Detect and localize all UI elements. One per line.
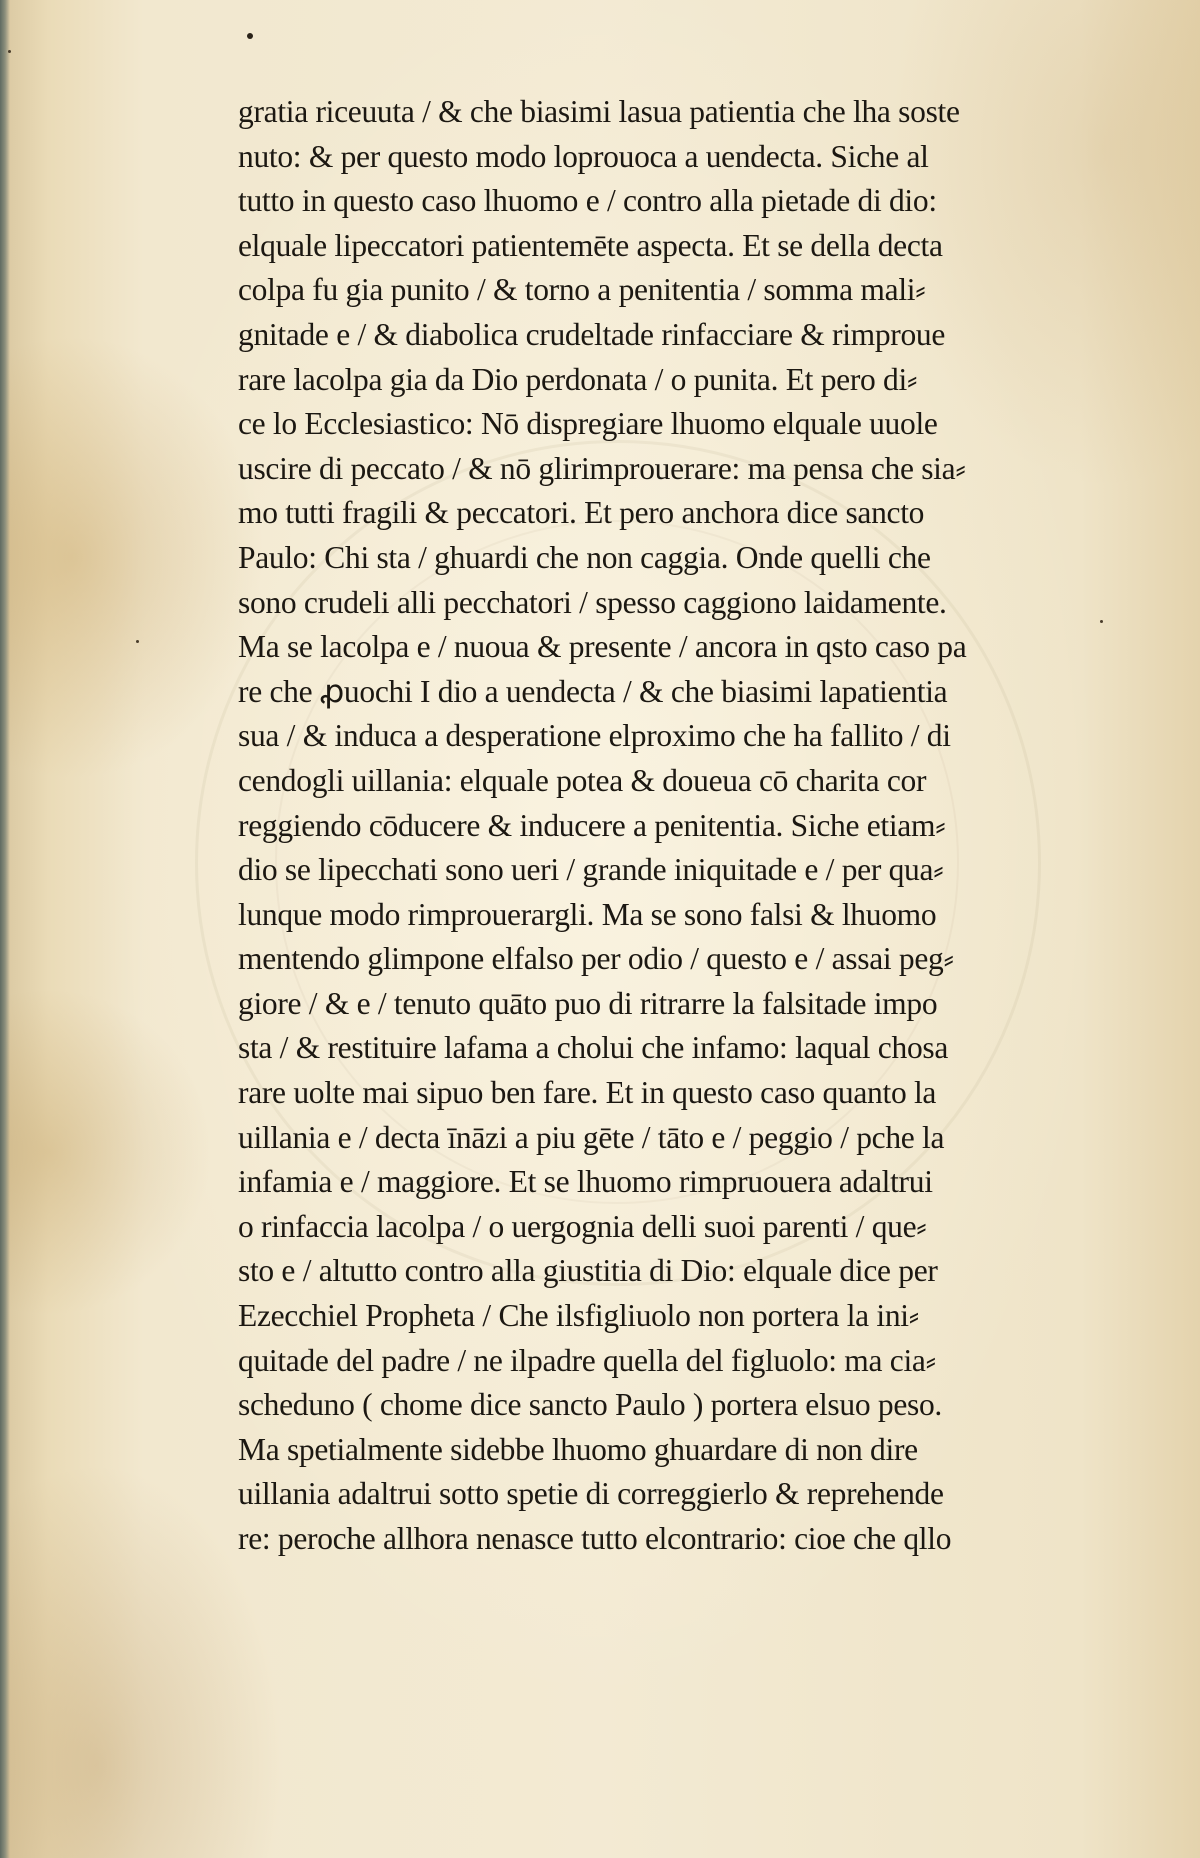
text-line: Paulo: Chi sta / ghuardi che non caggia. Onde quelli che bbox=[238, 539, 931, 575]
text-line: cendogli uillania: elquale potea & doueua cō charita cor bbox=[238, 762, 927, 798]
text-line: o rinfaccia lacolpa / o uergognia delli suoi parenti / que⸗ bbox=[238, 1208, 927, 1244]
ink-speck bbox=[8, 50, 11, 53]
text-line: uillania e / decta īnāzi a piu gēte / tāto e / peggio / pche la bbox=[238, 1119, 945, 1155]
text-line: dio se lipecchati sono ueri / grande iniquitade e / per qua⸗ bbox=[238, 852, 944, 888]
text-line: ce lo Ecclesiastico: Nō dispregiare lhuomo elquale uuole bbox=[238, 406, 938, 442]
ink-speck bbox=[136, 640, 139, 643]
text-line: sta / & restituire lafama a cholui che infamo: laqual chosa bbox=[238, 1030, 949, 1066]
text-line: re che ꝓuochi I dio a uendecta / & che biasimi lapatientia bbox=[238, 673, 948, 709]
text-line: uillania adaltrui sotto spetie di correggierlo & reprehende bbox=[238, 1476, 944, 1512]
text-line: rare uolte mai sipuo ben fare. Et in questo caso quanto la bbox=[238, 1075, 937, 1111]
ink-dot bbox=[247, 33, 253, 39]
text-line: mo tutti fragili & peccatori. Et pero anchora dice sancto bbox=[238, 495, 925, 531]
binding-edge bbox=[0, 0, 10, 1858]
text-line: mentendo glimpone elfalso per odio / questo e / assai peg⸗ bbox=[238, 941, 954, 977]
text-line: Ma spetialmente sidebbe lhuomo ghuardare di non dire bbox=[238, 1431, 918, 1467]
text-line: rare lacolpa gia da Dio perdonata / o punita. Et pero di⸗ bbox=[238, 361, 918, 397]
ink-speck bbox=[1100, 620, 1103, 623]
text-line: colpa fu gia punito / & torno a penitentia / somma mali⸗ bbox=[238, 272, 926, 308]
text-line: sto e / altutto contro alla giustitia di Dio: elquale dice per bbox=[238, 1253, 938, 1289]
text-line: re: peroche allhora nenasce tutto elcontrario: cioe che qllo bbox=[238, 1521, 952, 1556]
text-line: giore / & e / tenuto quāto puo di ritrarre la falsitade impo bbox=[238, 985, 938, 1021]
text-line: uscire di peccato / & nō glirimprouerare: ma pensa che sia⸗ bbox=[238, 450, 966, 486]
text-line: elquale lipeccatori patientemēte aspecta. Et se della decta bbox=[238, 227, 943, 263]
text-line: reggiendo cōducere & inducere a penitentia. Siche etiam⸗ bbox=[238, 807, 946, 843]
text-line: gnitade e / & diabolica crudeltade rinfacciare & rimproue bbox=[238, 316, 946, 352]
text-line: scheduno ( chome dice sancto Paulo ) portera elsuo peso. bbox=[238, 1387, 942, 1423]
text-line: infamia e / maggiore. Et se lhuomo rimpruouera adaltrui bbox=[238, 1164, 933, 1200]
text-line: quitade del padre / ne ilpadre quella del figluolo: ma cia⸗ bbox=[238, 1342, 936, 1378]
text-line: sua / & induca a desperatione elproximo che ha fallito / di bbox=[238, 718, 951, 754]
text-line: Ma se lacolpa e / nuoua & presente / ancora in qsto caso pa bbox=[238, 629, 967, 665]
text-line: lunque modo rimprouerargli. Ma se sono falsi & lhuomo bbox=[238, 896, 937, 932]
text-line: sono crudeli alli pecchatori / spesso caggiono laidamente. bbox=[238, 584, 947, 620]
text-line: nuto: & per questo modo loprouoca a uendecta. Siche al bbox=[238, 138, 929, 174]
text-line: Ezecchiel Propheta / Che ilsfigliuolo non portera la ini⸗ bbox=[238, 1298, 919, 1334]
text-line: gratia riceuuta / & che biasimi lasua patientia che lha soste bbox=[238, 94, 960, 129]
text-line: tutto in questo caso lhuomo e / contro alla pietade di dio: bbox=[238, 183, 937, 219]
text-block bbox=[238, 90, 1098, 1562]
